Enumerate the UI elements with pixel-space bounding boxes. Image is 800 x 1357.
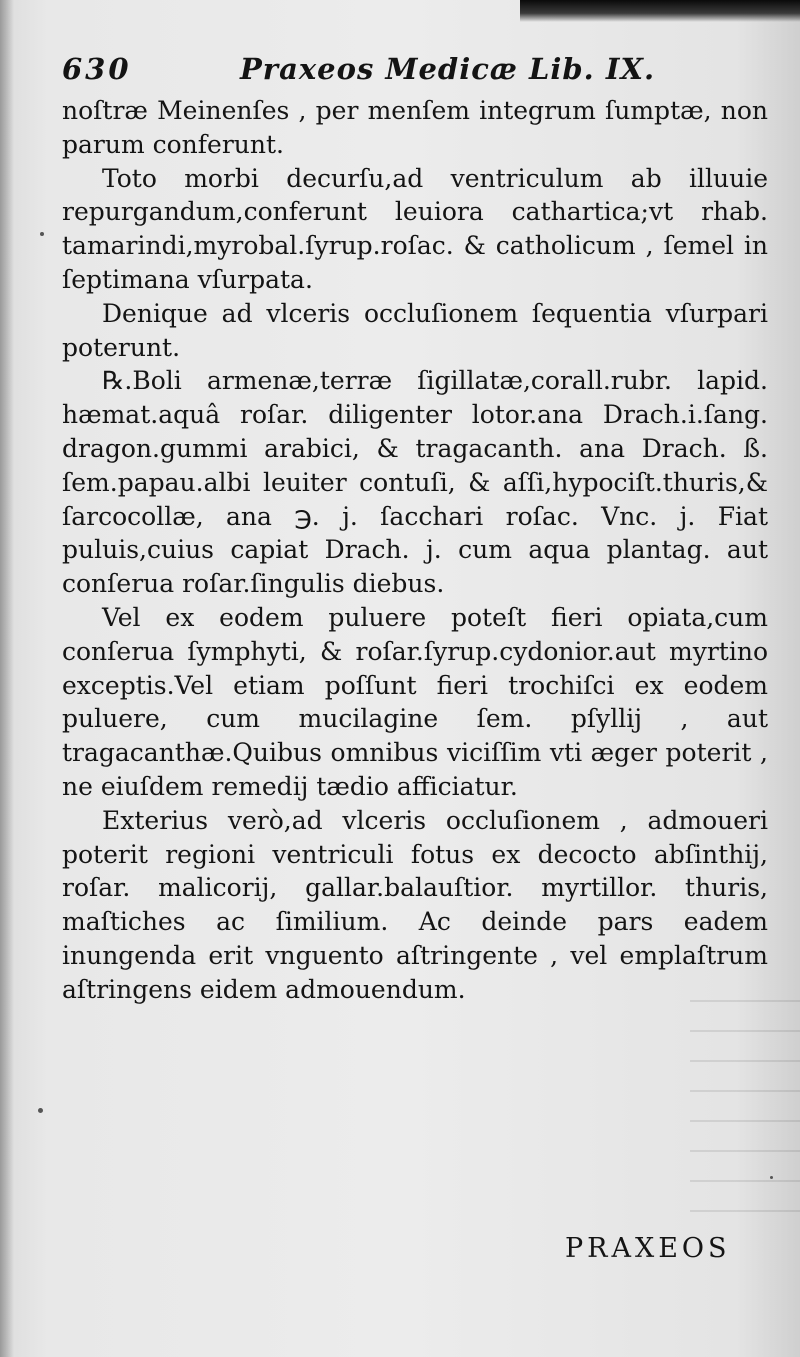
running-head	[62, 52, 768, 94]
catchword: PRAXEOS	[565, 1233, 731, 1264]
ink-speck	[40, 232, 44, 236]
ink-speck	[770, 1176, 773, 1179]
page-edge-shadow	[0, 0, 14, 1357]
paragraph-external-treatment: Exterius verò,ad vlceris occluſionem , admoueri poterit regioni ventriculi fotus ex decocto abſinthij, roſar. malicorij, gallar.balauſtior. myrtillor. thuris, maſtiches ac ſimilium. Ac deinde pars eadem inungenda erit vnguento aſtringente , vel emplaſtrum aſtringens eidem admouendum.	[62, 805, 768, 1004]
show-through-bleed	[690, 1000, 800, 1230]
binding-shadow	[520, 0, 800, 22]
paragraph-opiate: Vel ex eodem puluere poteſt fieri opiata,cum conſerua ſymphyti, & roſar.ſyrup.cydonior.aut myrtino exceptis.Vel etiam poſſunt fieri trochiſci ex eodem puluere, cum mucilagine ſem. pſyllij , aut tragacanthæ.Quibus omnibus viciſſim vti æger poterit , ne eiuſdem remedij tædio afficiatur.	[62, 602, 768, 801]
running-title: Praxeos Medicæ Lib. IX.	[240, 52, 656, 86]
page-content	[62, 52, 768, 1007]
paragraph-ulcer-occlusion: Denique ad vlceris occluſionem ſequentia vſurpari poterunt.	[62, 298, 768, 362]
paragraph-continuation: noſtræ Meinenſes , per menſem integrum ſumptæ, non parum conferunt.	[62, 96, 768, 159]
paragraph-recipe: ℞.Boli armenæ,terræ ſigillatæ,corall.rubr. lapid. hæmat.aquâ roſar. diligenter lotor.ana Drach.i.ſang. dragon.gummi arabici, & tragacanth. ana Drach. ß. ſem.papau.albi leuiter contuſi, & aſſi,hypociſt.thuris,& ſarcocollæ, ana ℈. j. ſacchari roſac. Vnc. j. Fiat puluis,cuius capiat Drach. j. cum aqua plantag. aut conſerua roſar.ſingulis diebus.	[62, 366, 768, 599]
ink-speck	[38, 1108, 43, 1113]
paragraph-purgation: Toto morbi decurſu,ad ventriculum ab illuuie repurgandum,conferunt leuiora cathartica;vt rhab. tamarindi,myrobal.ſyrup.roſac. & catholicum , ſemel in ſeptimana vſurpata.	[62, 163, 768, 294]
body-text	[62, 94, 768, 1007]
page-number: 630	[62, 52, 132, 86]
